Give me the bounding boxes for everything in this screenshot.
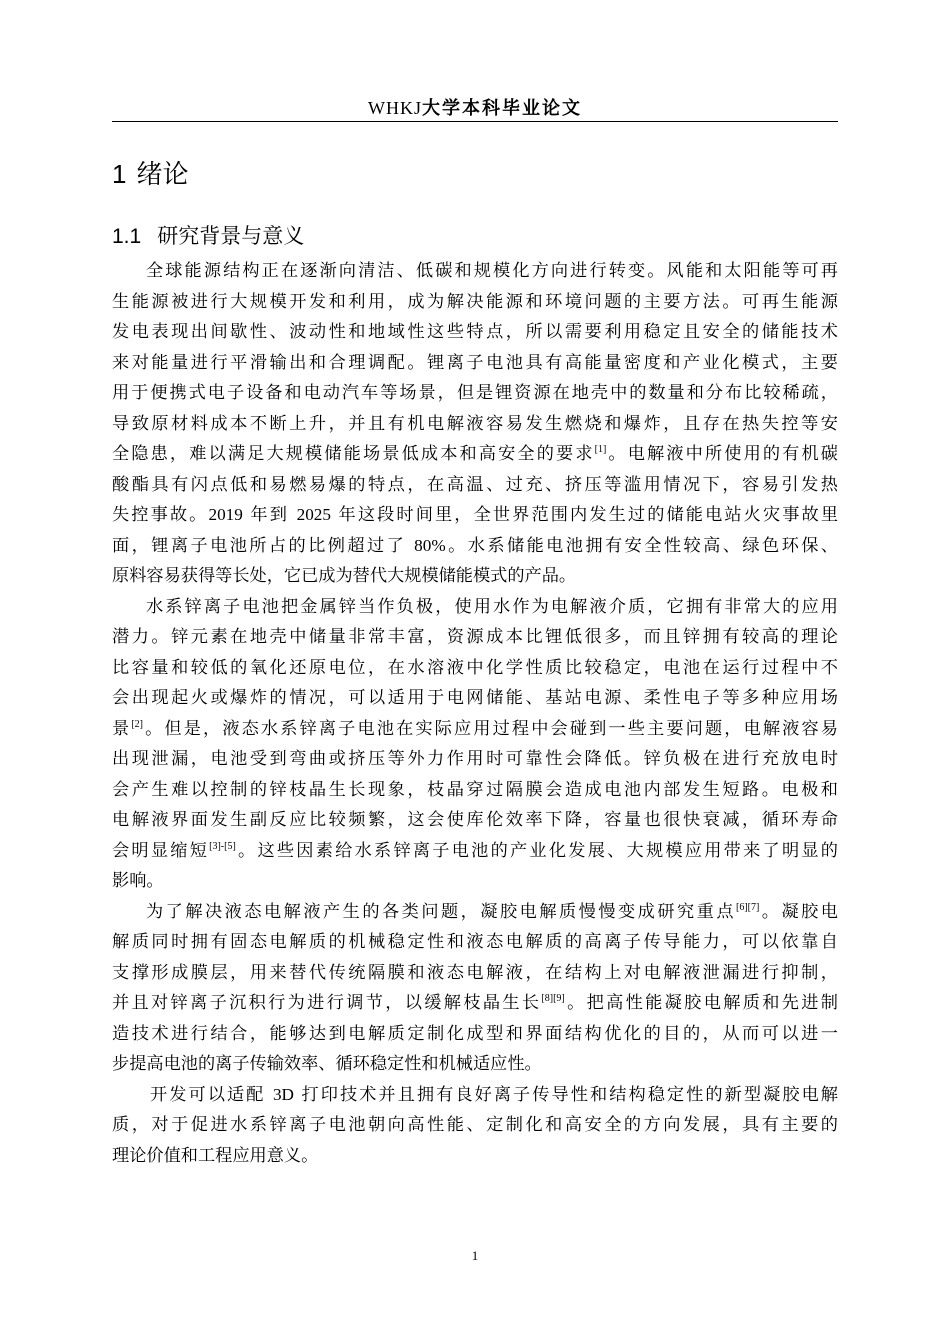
page-number: 1 xyxy=(471,1248,479,1263)
text-run: 。把高性能凝胶电解质和先进制 xyxy=(564,993,838,1013)
paragraph-line: 生能源被进行大规模开发和利用，成为解决能源和环境问题的主要方法。可再生能源 xyxy=(112,291,838,312)
text-run: 失控事故。 xyxy=(112,505,209,525)
paragraph-line: 水系锌离子电池把金属锌当作负极，使用水作为电解液介质，它拥有非常大的应用 xyxy=(146,596,838,617)
paragraph-1 xyxy=(112,256,838,592)
header-divider xyxy=(112,121,838,122)
text-run: 景 xyxy=(112,718,132,739)
paragraph-line: 全球能源结构正在逐渐向清洁、低碳和规模化方向进行转变。风能和太阳能等可再 xyxy=(146,261,838,281)
body-text xyxy=(112,256,838,1171)
paragraph-line: 出现泄漏，电池受到弯曲或挤压等外力作用时可靠性会降低。锌负极在进行充放电时 xyxy=(112,749,838,769)
text-run: 会明显缩短 xyxy=(112,840,210,861)
text-run: 年到 xyxy=(250,505,290,525)
chapter-title xyxy=(112,156,188,193)
text-run: 开发可以适配 xyxy=(150,1084,266,1105)
header-right-text: 大学本科毕业论文 xyxy=(422,98,582,119)
paragraph-line: 会产生难以控制的锌枝晶生长现象，枝晶穿过隔膜会造成电池内部发生短路。电极和 xyxy=(112,779,838,800)
paragraph-line: 来对能量进行平滑输出和合理调配。锂离子电池具有高能量密度和产业化模式，主要 xyxy=(112,352,838,373)
text-run: 。电解液中所使用的有机碳 xyxy=(606,444,838,464)
paragraph-line: 解质同时拥有固态电解质的机械稳定性和液态电解质的高离子传导能力，可以依靠自 xyxy=(112,932,838,952)
year-number: 2019 xyxy=(208,505,243,524)
paragraph-line: 潜力。锌元素在地壳中储量非常丰富，资源成本比锂低很多，而且锌拥有较高的理论 xyxy=(112,627,838,647)
header-left-text: WHKJ xyxy=(368,98,422,118)
paragraph-3 xyxy=(112,897,838,1080)
text-run: 打印技术并且拥有良好离子传导性和结构稳定性的新型凝胶电解 xyxy=(301,1084,838,1105)
citation-ref: [8][9] xyxy=(541,993,565,1004)
text-run: 。但是，液态水系锌离子电池在实际应用过程中会碰到一些主要问题，电解液容易 xyxy=(142,718,838,739)
text-run: 面，锂离子电池所占的比例超过了 xyxy=(112,535,407,556)
paragraph-line xyxy=(112,1080,838,1111)
text-run: 年这段时间里，全世界范围内发生过的储能电站火灾事故里 xyxy=(338,505,839,525)
paragraph-line: 步提高电池的离子传输效率、循环稳定性和机械适应性。 xyxy=(112,1054,542,1074)
paragraph-line: 酸酯具有闪点低和易燃易爆的特点，在高温、过充、挤压等滥用情况下，容易引发热 xyxy=(112,474,838,495)
year-number: 2025 xyxy=(296,505,331,524)
paragraph-line xyxy=(112,988,838,1019)
paragraph-line xyxy=(112,439,838,470)
section-number: 1.1 xyxy=(112,225,142,248)
paragraph-2 xyxy=(112,592,838,897)
paragraph-line: 造技术进行结合，能够达到电解质定制化成型和界面结构优化的目的，从而可以进一 xyxy=(112,1023,838,1044)
percentage-value: 80% xyxy=(414,535,446,555)
paragraph-line xyxy=(112,714,838,745)
section-title xyxy=(112,221,304,252)
paragraph-line: 理论价值和工程应用意义。 xyxy=(112,1145,319,1166)
paragraph-line xyxy=(112,897,838,928)
paragraph-line xyxy=(112,836,838,867)
paragraph-line: 用于便携式电子设备和电动汽车等场景，但是锂资源在地壳中的数量和分布比较稀疏， xyxy=(112,383,838,403)
paragraph-line: 发电表现出间歇性、波动性和地域性这些特点，所以需要利用稳定且安全的储能技术 xyxy=(112,322,838,342)
text-run: 为了解决液态电解液产生的各类问题，凝胶电解质慢慢变成研究重点 xyxy=(146,901,736,922)
running-header xyxy=(112,96,838,121)
text-run: 。这些因素给水系锌离子电池的产业化发展、大规模应用带来了明显的 xyxy=(235,840,838,861)
citation-ref: [2] xyxy=(131,718,143,730)
section-title-text: 研究背景与意义 xyxy=(157,224,305,248)
citation-ref: [6][7] xyxy=(735,901,760,913)
paragraph-line: 电解液界面发生副反应比较频繁，这会使库伦效率下降，容量也很快衰减，循环寿命 xyxy=(112,810,838,830)
text-run: 。水系储能电池拥有安全性较高、绿色环保、 xyxy=(445,535,838,556)
paragraph-line: 影响。 xyxy=(112,871,164,891)
citation-ref: [1] xyxy=(594,444,607,455)
paragraph-line: 质，对于促进水系锌离子电池朝向高性能、定制化和高安全的方向发展，具有主要的 xyxy=(112,1115,838,1135)
text-run: 。凝胶电 xyxy=(759,901,838,922)
technology-term: 3D xyxy=(272,1084,294,1104)
text-run: 全隐患，难以满足大规模储能场景低成本和高安全的要求 xyxy=(112,444,595,464)
chapter-number: 1 xyxy=(112,159,127,189)
paragraph-line: 导致原材料成本不断上升，并且有机电解液容易发生燃烧和爆炸，且存在热失控等安 xyxy=(112,413,838,434)
citation-ref: [3]-[5] xyxy=(209,840,236,852)
paragraph-4 xyxy=(112,1080,838,1172)
paragraph-line: 支撑形成膜层，用来替代传统隔膜和液态电解液，在结构上对电解液泄漏进行抑制， xyxy=(112,962,838,983)
chapter-title-text: 绪论 xyxy=(136,160,189,190)
paragraph-line: 会出现起火或爆炸的情况，可以适用于电网储能、基站电源、柔性电子等多种应用场 xyxy=(112,688,838,708)
paragraph-line xyxy=(112,531,838,562)
paragraph-line: 比容量和较低的氧化还原电位，在水溶液中化学性质比较稳定，电池在运行过程中不 xyxy=(112,657,838,678)
paragraph-line: 原料容易获得等长处，它已成为替代大规模储能模式的产品。 xyxy=(112,566,577,586)
text-run: 并且对锌离子沉积行为进行调节，以缓解枝晶生长 xyxy=(112,993,542,1013)
paragraph-line xyxy=(112,500,838,531)
